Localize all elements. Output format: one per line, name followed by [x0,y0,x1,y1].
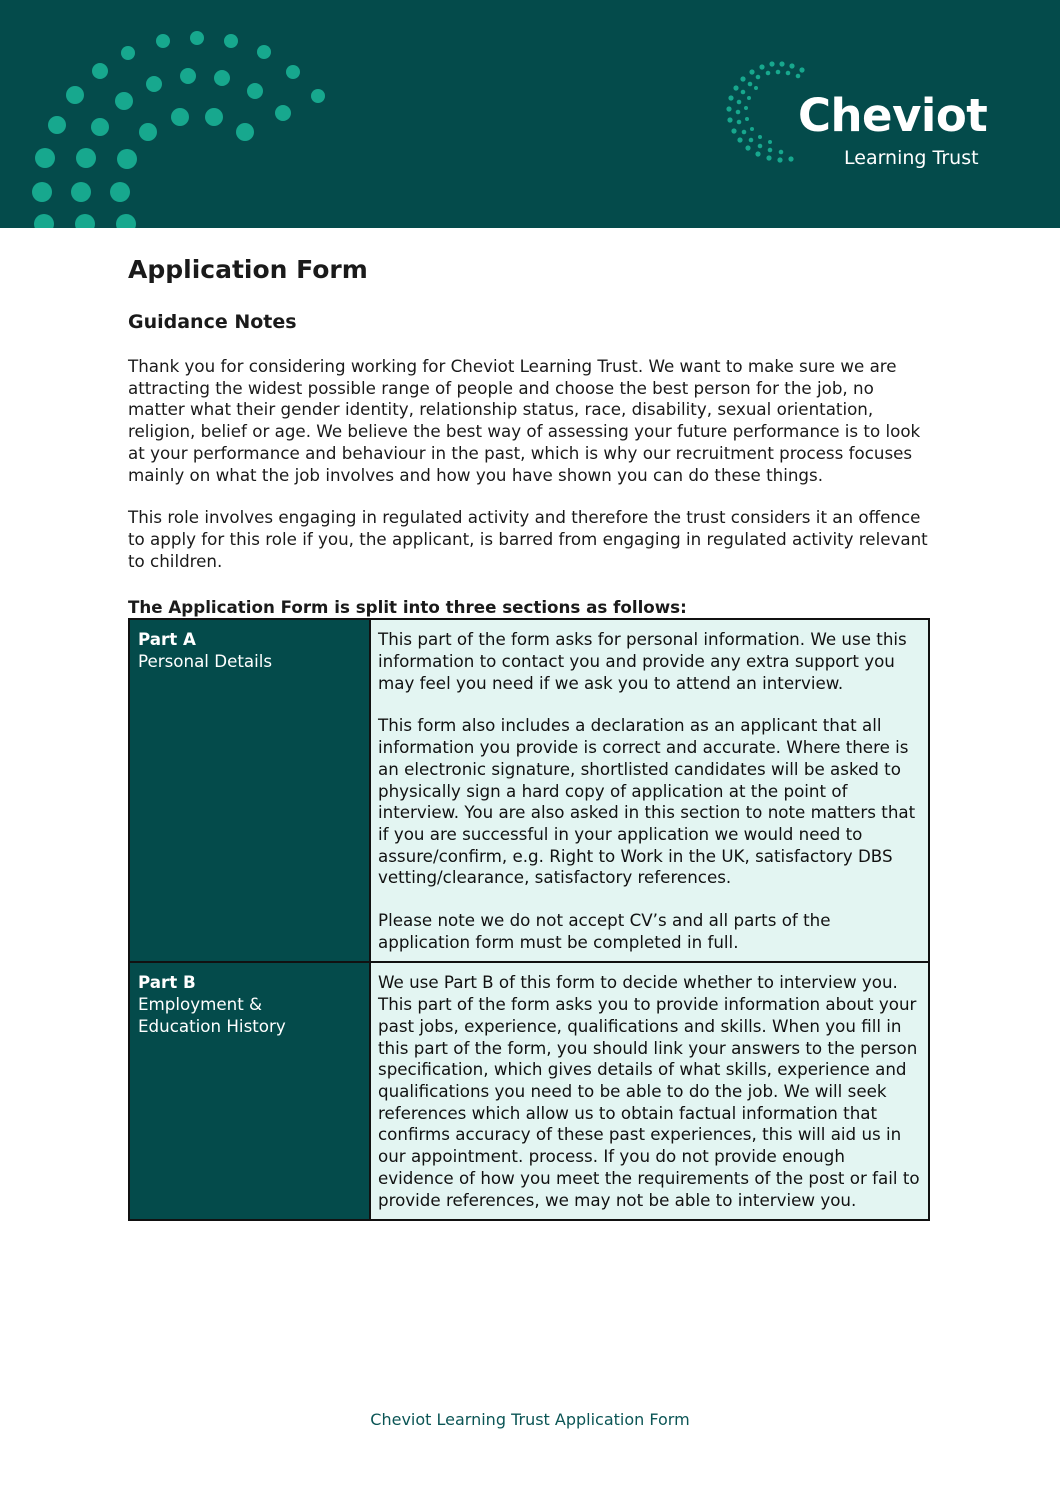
part-a-subtitle: Personal Details [138,651,273,672]
part-b-description-cell [370,962,929,1220]
regulated-activity-paragraph: This role involves engaging in regulated activity and therefore the trust considers it an offence to apply for this role if you, the applicant, is barred from engaging in regulated activity relevant to children. [128,507,928,571]
cheviot-logo [724,58,1014,178]
page-title: Application Form [128,255,368,284]
part-a-title: Part A [138,629,196,650]
table-row [129,619,929,962]
part-b-subtitle: Education History [138,1015,286,1036]
part-b-title: Part B [138,972,196,993]
sections-table [128,618,930,1221]
part-b-subtitle: Employment & [138,994,263,1015]
logo-name: Cheviot [798,89,988,142]
part-b-description: We use Part B of this form to decide whether to interview you. This part of the form asks you to provide information about your past jobs, experience, qualifications and skills. When you fill in this part of the form, you should link your answers to the person specification, which gives details of what skills, experience and qualifications you need to be able to do the job. We will seek references which allow us to obtain factual information that confirms accuracy of these past experiences, this will aid us in our appointment. process. If you do not provide enough evidence of how you meet the requirements of the post or fail to provide references, we may not be able to interview you. [378,972,920,1210]
page-footer: Cheviot Learning Trust Application Form [370,1410,690,1429]
intro-paragraph: Thank you for considering working for Cheviot Learning Trust. We want to make sure we are attracting the widest possible range of people and choose the best person for the job, no matter what their gender identity, relationship status, race, disability, sexual orientation, religion, belief or age. We believe the best way of assessing your future performance is to look at your performance and behaviour in the past, which is why our recruitment process focuses mainly on what the job involves and how you have shown you can do these things. [128,356,921,485]
part-b-label-cell [129,962,370,1220]
part-a-description: This form also includes a declaration as an applicant that all information you provide is correct and accurate. Where there is an electronic signature, shortlisted candidates will be asked to physically sign a hard copy of application at the point of interview. You are also asked in this section to note matters that if you are successful in your application we would need to assure/confirm, e.g. Right to Work in the UK, satisfactory DBS vetting/clearance, satisfactory references. [378,715,916,888]
header-banner [0,0,1060,228]
document-body [128,250,933,1221]
part-a-description-cell [370,619,929,962]
logo-subtitle: Learning Trust [844,147,979,169]
part-a-description: This part of the form asks for personal information. We use this information to contact you and provide any extra support you may feel you need if we ask you to attend an interview. [378,629,907,693]
table-row [129,962,929,1220]
part-a-description: Please note we do not accept CV’s and all parts of the application form must be completed in full. [378,910,831,952]
sections-table-intro: The Application Form is split into three sections as follows: [128,597,687,618]
dot-arc-pattern-icon [0,0,360,228]
part-a-label-cell [129,619,370,962]
guidance-heading: Guidance Notes [128,311,297,333]
